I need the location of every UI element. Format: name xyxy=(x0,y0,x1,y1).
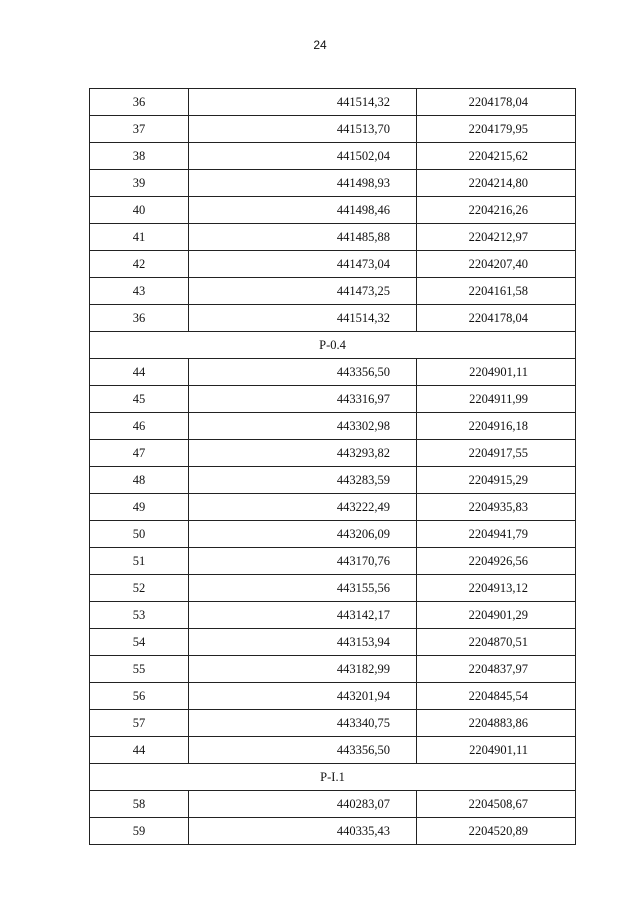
y-coordinate-cell: 2204214,80 xyxy=(417,170,576,197)
x-coordinate-cell: 443356,50 xyxy=(189,737,417,764)
x-coordinate-cell: 443356,50 xyxy=(189,359,417,386)
x-coordinate-cell: 443222,49 xyxy=(189,494,417,521)
point-number-cell: 57 xyxy=(90,710,189,737)
table-row xyxy=(90,548,576,575)
point-number-cell: 44 xyxy=(90,359,189,386)
y-coordinate-cell: 2204941,79 xyxy=(417,521,576,548)
section-label: P-I.1 xyxy=(90,764,576,791)
x-coordinate-cell: 443283,59 xyxy=(189,467,417,494)
y-coordinate-cell: 2204883,86 xyxy=(417,710,576,737)
y-coordinate-cell: 2204212,97 xyxy=(417,224,576,251)
point-number-cell: 58 xyxy=(90,791,189,818)
y-coordinate-cell: 2204915,29 xyxy=(417,467,576,494)
y-coordinate-cell: 2204179,95 xyxy=(417,116,576,143)
point-number-cell: 37 xyxy=(90,116,189,143)
table-row xyxy=(90,197,576,224)
point-number-cell: 39 xyxy=(90,170,189,197)
section-label: P-0.4 xyxy=(90,332,576,359)
section-header-row xyxy=(90,332,576,359)
point-number-cell: 53 xyxy=(90,602,189,629)
x-coordinate-cell: 441514,32 xyxy=(189,89,417,116)
x-coordinate-cell: 443153,94 xyxy=(189,629,417,656)
y-coordinate-cell: 2204926,56 xyxy=(417,548,576,575)
x-coordinate-cell: 443293,82 xyxy=(189,440,417,467)
y-coordinate-cell: 2204913,12 xyxy=(417,575,576,602)
x-coordinate-cell: 440283,07 xyxy=(189,791,417,818)
point-number-cell: 36 xyxy=(90,89,189,116)
point-number-cell: 36 xyxy=(90,305,189,332)
point-number-cell: 46 xyxy=(90,413,189,440)
y-coordinate-cell: 2204917,55 xyxy=(417,440,576,467)
table-row xyxy=(90,656,576,683)
table-row xyxy=(90,413,576,440)
table-row xyxy=(90,305,576,332)
x-coordinate-cell: 441498,46 xyxy=(189,197,417,224)
x-coordinate-cell: 441485,88 xyxy=(189,224,417,251)
point-number-cell: 55 xyxy=(90,656,189,683)
point-number-cell: 44 xyxy=(90,737,189,764)
x-coordinate-cell: 443182,99 xyxy=(189,656,417,683)
point-number-cell: 42 xyxy=(90,251,189,278)
y-coordinate-cell: 2204161,58 xyxy=(417,278,576,305)
x-coordinate-cell: 441502,04 xyxy=(189,143,417,170)
x-coordinate-cell: 443206,09 xyxy=(189,521,417,548)
table-row xyxy=(90,359,576,386)
y-coordinate-cell: 2204508,67 xyxy=(417,791,576,818)
table-row xyxy=(90,467,576,494)
point-number-cell: 48 xyxy=(90,467,189,494)
table-row xyxy=(90,710,576,737)
table-row xyxy=(90,386,576,413)
table-row xyxy=(90,494,576,521)
section-header-row xyxy=(90,764,576,791)
table-row xyxy=(90,629,576,656)
y-coordinate-cell: 2204916,18 xyxy=(417,413,576,440)
y-coordinate-cell: 2204935,83 xyxy=(417,494,576,521)
table-row xyxy=(90,737,576,764)
x-coordinate-cell: 440335,43 xyxy=(189,818,417,845)
y-coordinate-cell: 2204901,11 xyxy=(417,737,576,764)
point-number-cell: 41 xyxy=(90,224,189,251)
x-coordinate-cell: 441473,04 xyxy=(189,251,417,278)
x-coordinate-cell: 443340,75 xyxy=(189,710,417,737)
point-number-cell: 47 xyxy=(90,440,189,467)
y-coordinate-cell: 2204215,62 xyxy=(417,143,576,170)
point-number-cell: 56 xyxy=(90,683,189,710)
x-coordinate-cell: 441514,32 xyxy=(189,305,417,332)
x-coordinate-cell: 443170,76 xyxy=(189,548,417,575)
x-coordinate-cell: 443155,56 xyxy=(189,575,417,602)
y-coordinate-cell: 2204837,97 xyxy=(417,656,576,683)
x-coordinate-cell: 441473,25 xyxy=(189,278,417,305)
point-number-cell: 51 xyxy=(90,548,189,575)
y-coordinate-cell: 2204520,89 xyxy=(417,818,576,845)
page-number: 24 xyxy=(313,38,327,52)
table-row xyxy=(90,521,576,548)
y-coordinate-cell: 2204178,04 xyxy=(417,89,576,116)
table-row xyxy=(90,224,576,251)
x-coordinate-cell: 441513,70 xyxy=(189,116,417,143)
y-coordinate-cell: 2204911,99 xyxy=(417,386,576,413)
table-row xyxy=(90,143,576,170)
x-coordinate-cell: 443302,98 xyxy=(189,413,417,440)
point-number-cell: 43 xyxy=(90,278,189,305)
x-coordinate-cell: 443316,97 xyxy=(189,386,417,413)
table-row xyxy=(90,116,576,143)
table-row xyxy=(90,791,576,818)
y-coordinate-cell: 2204870,51 xyxy=(417,629,576,656)
y-coordinate-cell: 2204901,29 xyxy=(417,602,576,629)
y-coordinate-cell: 2204845,54 xyxy=(417,683,576,710)
table-row xyxy=(90,602,576,629)
point-number-cell: 54 xyxy=(90,629,189,656)
table-row xyxy=(90,251,576,278)
point-number-cell: 40 xyxy=(90,197,189,224)
x-coordinate-cell: 443142,17 xyxy=(189,602,417,629)
point-number-cell: 49 xyxy=(90,494,189,521)
table-row xyxy=(90,440,576,467)
point-number-cell: 52 xyxy=(90,575,189,602)
y-coordinate-cell: 2204178,04 xyxy=(417,305,576,332)
table-row xyxy=(90,683,576,710)
table-row xyxy=(90,89,576,116)
point-number-cell: 45 xyxy=(90,386,189,413)
point-number-cell: 38 xyxy=(90,143,189,170)
table-row xyxy=(90,170,576,197)
table-row xyxy=(90,818,576,845)
point-number-cell: 59 xyxy=(90,818,189,845)
point-number-cell: 50 xyxy=(90,521,189,548)
x-coordinate-cell: 441498,93 xyxy=(189,170,417,197)
y-coordinate-cell: 2204207,40 xyxy=(417,251,576,278)
y-coordinate-cell: 2204216,26 xyxy=(417,197,576,224)
coordinates-table-body xyxy=(90,89,576,845)
x-coordinate-cell: 443201,94 xyxy=(189,683,417,710)
table-row xyxy=(90,575,576,602)
table-row xyxy=(90,278,576,305)
y-coordinate-cell: 2204901,11 xyxy=(417,359,576,386)
coordinates-table xyxy=(89,88,576,845)
